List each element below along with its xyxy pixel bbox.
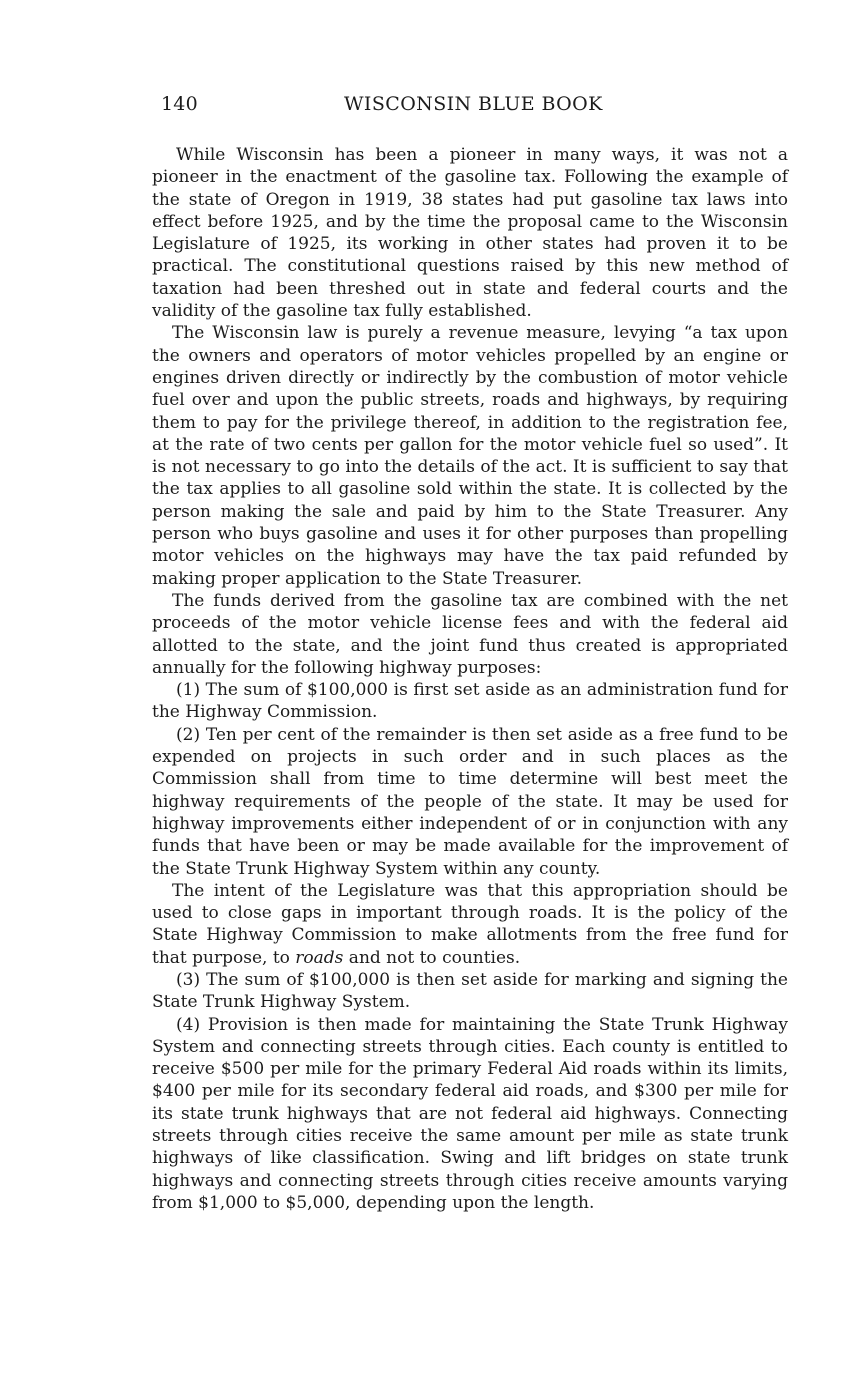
paragraph-gasoline-tax-history: While Wisconsin has been a pioneer in many ways, it was not a pioneer in the enactment of the gasoline tax. Following the example of the state of Oregon in 1919, 38 states had put gasoline tax laws into effect before 1925, and by the time the proposal came to the Wisconsin Legislature of 1925, its working in other states had proven it to be practical. The constitutional questions raised by this new method of taxation had been threshed out in state and federal courts and the validity of the gasoline tax fully established.: [152, 145, 788, 322]
intent-italic-word: roads: [295, 947, 344, 968]
intent-text-end: and not to counties.: [343, 947, 521, 968]
intent-text-start: The intent of the Legislature was that this appropriation should be used to close gaps in important through roads. It is the policy of the State Highway Commission to make allotments from the free fund for that purpose, to: [152, 880, 788, 968]
paragraph-item-4: (4) Provision is then made for maintaining the State Trunk Highway System and connecting streets through cities. Each county is entitled to receive $500 per mile for the primary Federal Aid roads within its limits, $400 per mile for its secondary federal aid roads, and $300 per mile for its state trunk highways that are not federal aid highways. Connecting streets through cities receive the same amount per mile as state trunk highways of like classification. Swing and lift bridges on state trunk highways and connecting streets through cities receive amounts varying from $1,000 to $5,000, depending upon the length.: [152, 1014, 788, 1213]
book-title: WISCONSIN BLUE BOOK: [344, 93, 603, 115]
paragraph-item-2: (2) Ten per cent of the remainder is then set aside as a free fund to be expended on projects in such order and in such places as the Commission shall from time to time determine will best meet the highway requirements of the people of the state. It may be used for highway improvements either independent of or in conjunction with any funds that have been or may be made available for the improvement of the State Trunk Highway System within any county.: [152, 724, 788, 879]
paragraph-wisconsin-law: The Wisconsin law is purely a revenue measure, levying “a tax upon the owners and operators of motor vehicles propelled by an engine or engines driven directly or indirectly by the combustion of motor vehicle fuel over and upon the public streets, roads and highways, by requiring them to pay for the privilege thereof, in addition to the registration fee, at the rate of two cents per gallon for the motor vehicle fuel so used”. It is not necessary to go into the details of the act. It is sufficient to say that the tax applies to all gasoline sold within the state. It is collected by the person making the sale and paid by him to the State Treasurer. Any person who buys gasoline and uses it for other purposes than propelling motor vehicles on the highways may have the tax paid refunded by making proper application to the State Treasurer.: [152, 323, 788, 589]
body-text: [152, 144, 788, 1214]
running-head: [160, 93, 786, 123]
paragraph-item-1: (1) The sum of $100,000 is first set aside as an administration fund for the Highway Commission.: [152, 680, 788, 723]
page-number: 140: [161, 93, 198, 115]
paragraph-funds-derived: The funds derived from the gasoline tax are combined with the net proceeds of the motor vehicle license fees and with the federal aid allotted to the state, and the joint fund thus created is appropriated annually for the following highway purposes:: [152, 590, 788, 678]
paragraph-item-3: (3) The sum of $100,000 is then set aside for marking and signing the State Trunk Highway System.: [152, 969, 788, 1013]
paragraph-legislature-intent: [152, 880, 788, 969]
